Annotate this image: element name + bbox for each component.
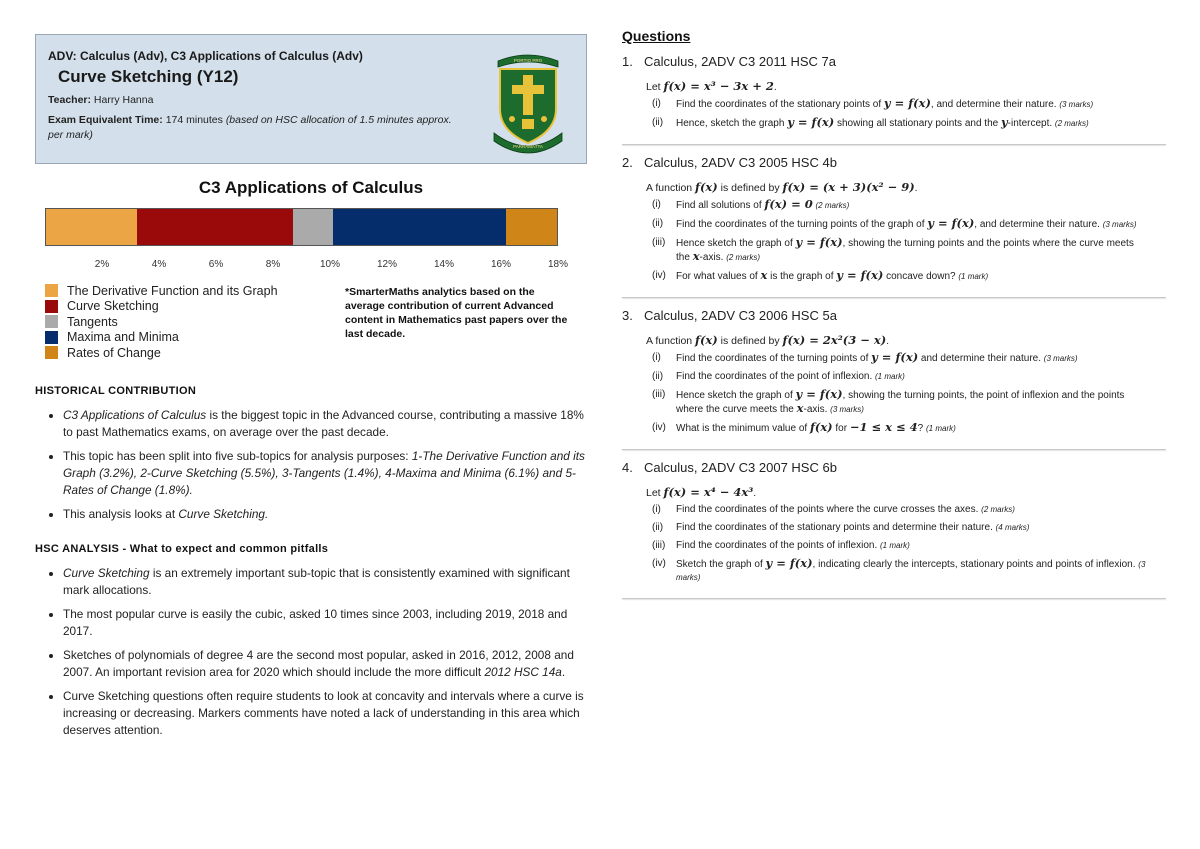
question-part [652, 370, 1166, 383]
text: and determine their nature. [918, 353, 1044, 364]
legend-swatch [45, 346, 58, 359]
legend-swatch [45, 284, 58, 297]
text: For what values of [676, 271, 761, 282]
question-source: Calculus, 2ADV C3 2007 HSC 6b [644, 460, 837, 475]
marks: (2 marks) [815, 201, 850, 210]
text: -axis. [803, 404, 831, 415]
text: Let [646, 81, 664, 93]
part-text [676, 217, 1146, 231]
text: . [886, 335, 890, 347]
text: -intercept. [1007, 118, 1055, 129]
math: y = f(x) [927, 216, 975, 230]
text: is defined by [717, 335, 783, 347]
math: x [760, 268, 768, 282]
part-number: (iv) [652, 422, 666, 433]
part-number: (iv) [652, 558, 666, 569]
text: Find the coordinates of the points where the curve crosses the axes. [676, 504, 982, 515]
bar-segment [137, 209, 293, 245]
heading-rest: - What to expect and common pitfalls [119, 543, 329, 555]
part-text [676, 388, 1146, 416]
teacher-label: Teacher: [48, 94, 91, 106]
question-parts [652, 503, 1166, 584]
school-crest-icon [492, 47, 564, 155]
question-part [652, 503, 1166, 516]
legend-label: Tangents [67, 314, 118, 329]
text: Hence sketch the graph of [676, 390, 796, 401]
x-axis-ticks [45, 259, 569, 277]
math: f(x) = 0 [764, 197, 813, 211]
tick-label: 2% [94, 259, 110, 270]
chart-title: C3 Applications of Calculus [198, 178, 424, 197]
marks: (3 marks) [1043, 354, 1078, 363]
part-number: (i) [652, 199, 661, 210]
questions-heading: Questions [622, 28, 691, 44]
question-part [652, 388, 1166, 416]
math: y = f(x) [836, 268, 884, 282]
legend-area [35, 283, 587, 363]
question-part [652, 116, 1166, 130]
chart-legend [45, 283, 278, 361]
text: ? [917, 423, 926, 434]
part-number: (ii) [652, 371, 664, 382]
divider [622, 144, 1166, 145]
marks: (1 mark) [958, 272, 989, 281]
text: Find the coordinates of the stationary points of [676, 99, 884, 110]
body-text: . [561, 665, 566, 679]
tick-label: 16% [490, 259, 512, 270]
question-part [652, 557, 1166, 584]
part-number: (i) [652, 504, 661, 515]
list-item [63, 407, 587, 441]
heading-bold: HSC ANALYSIS [35, 543, 120, 555]
bar-segment [46, 209, 137, 245]
legend-item [45, 299, 278, 315]
math: f(x) [695, 333, 718, 347]
body-text: Curve Sketching questions often require students to look at concavity and intervals where a curve is increasing or decreasing. Markers comments have noted a lack of understanding in this area which deserves attention. [63, 689, 584, 737]
question-3 [622, 308, 1166, 435]
text: is defined by [717, 182, 783, 194]
body-text: The most popular curve is easily the cubic, asked 10 times since 2003, including 2019, 2018 and 2017. [63, 607, 568, 638]
question-part [652, 217, 1166, 231]
exam-time-label: Exam Equivalent Time: [48, 114, 163, 126]
math: f(x) = 2x²(3 − x) [782, 333, 887, 347]
math: f(x) = x³ − 3x + 2 [663, 79, 774, 93]
part-number: (i) [652, 352, 661, 363]
exam-time-line [48, 113, 458, 143]
part-text [676, 503, 1146, 516]
hsc-analysis-list [35, 565, 587, 739]
divider [622, 297, 1166, 298]
legend-label: Rates of Change [67, 345, 161, 360]
question-number: 2. [622, 155, 633, 170]
question-source: Calculus, 2ADV C3 2011 HSC 7a [644, 54, 836, 69]
question-intro [646, 79, 1166, 93]
marks: (3 marks) [1102, 220, 1137, 229]
part-text [676, 557, 1146, 584]
emphasis-text: Curve Sketching [63, 566, 150, 580]
question-title [622, 308, 1166, 323]
question-part [652, 351, 1166, 365]
part-text [676, 97, 1146, 111]
part-text [676, 421, 1146, 435]
legend-label: The Derivative Function and its Graph [67, 283, 278, 298]
text: What is the minimum value of [676, 423, 810, 434]
legend-item [45, 283, 278, 299]
marks: (1 mark) [875, 372, 905, 381]
legend-item [45, 314, 278, 330]
part-text [676, 269, 1146, 283]
text: Find the coordinates of the turning points of [676, 353, 872, 364]
math: f(x) = (x + 3)(x² − 9) [782, 180, 915, 194]
text: . [773, 81, 777, 93]
math: x [692, 249, 700, 263]
divider [622, 598, 1166, 599]
question-title [622, 460, 1166, 475]
bar-segment [333, 209, 506, 245]
part-number: (iii) [652, 237, 666, 248]
text: A function [646, 182, 696, 194]
question-number: 4. [622, 460, 633, 475]
part-text [676, 198, 1146, 212]
part-number: (ii) [652, 218, 664, 229]
math: y = f(x) [795, 235, 843, 249]
question-intro [646, 180, 1166, 194]
teacher-name: Harry Hanna [93, 94, 154, 106]
question-part [652, 97, 1166, 111]
analytics-note: *SmarterMaths analytics based on the average contribution of current Advanced content in Mathematics past papers over the last decade. [345, 286, 568, 340]
text: for [832, 423, 850, 434]
legend-swatch [45, 315, 58, 328]
text: -axis. [699, 252, 727, 263]
text: . [914, 182, 918, 194]
question-source: Calculus, 2ADV C3 2006 HSC 5a [644, 308, 837, 323]
part-number: (iii) [652, 389, 666, 400]
marks: (2 marks) [726, 253, 760, 262]
math: y = f(x) [795, 387, 843, 401]
part-number: (ii) [652, 117, 664, 128]
math: y = f(x) [871, 350, 919, 364]
list-item [63, 606, 587, 640]
question-title [622, 155, 1166, 170]
math: y [1000, 115, 1008, 129]
text: Find the coordinates of the point of inflexion. [676, 371, 876, 382]
part-number: (iii) [652, 540, 666, 551]
question-part [652, 236, 1166, 264]
left-column [35, 34, 587, 746]
math: f(x) [695, 180, 718, 194]
text: Find the coordinates of the turning points of the graph of [676, 219, 928, 230]
question-number: 3. [622, 308, 633, 323]
hsc-analysis-heading [35, 543, 587, 555]
question-1 [622, 54, 1166, 130]
math: f(x) = x⁴ − 4x³ [663, 485, 754, 499]
question-part [652, 539, 1166, 552]
question-part [652, 421, 1166, 435]
question-intro [646, 485, 1166, 499]
marks: (3 marks) [676, 560, 1146, 582]
text: , and determine their nature. [930, 99, 1060, 110]
list-item [63, 506, 587, 523]
text: concave down? [883, 271, 959, 282]
body-text: This analysis looks at [63, 507, 179, 521]
marks: (3 marks) [830, 405, 864, 414]
legend-label: Maxima and Minima [67, 330, 179, 345]
text: showing all stationary points and the [834, 118, 1001, 129]
body-text: This topic has been split into five sub-topics for analysis purposes: [63, 449, 412, 463]
text: is the graph of [767, 271, 837, 282]
legend-swatch [45, 300, 58, 313]
text: Find all solutions of [676, 200, 765, 211]
text: . [753, 487, 757, 499]
math: y = f(x) [765, 556, 813, 570]
marks: (4 marks) [995, 523, 1030, 532]
marks: (2 marks) [981, 505, 1015, 514]
question-part [652, 198, 1166, 212]
list-item [63, 647, 587, 681]
math: f(x) [809, 420, 833, 434]
text: Find the coordinates of the stationary points and determine their nature. [676, 522, 996, 533]
question-title [622, 54, 1166, 69]
questions-column [622, 28, 1166, 607]
body-text: Sketches of polynomials of degree 4 are the second most popular, asked in 2016, 2012, 2008 and 2007. An important revision area for 2020 which should include the more difficult [63, 648, 574, 679]
bar-segment [506, 209, 557, 245]
text: A function [646, 335, 696, 347]
part-text [676, 351, 1146, 365]
divider [622, 449, 1166, 450]
tick-label: 18% [547, 259, 569, 270]
tick-label: 12% [376, 259, 398, 270]
crest-banner-bottom: PARRAMATTA [513, 144, 543, 149]
list-item [63, 448, 587, 499]
part-text [676, 539, 1146, 552]
exam-time-value: 174 minutes [165, 114, 223, 126]
text: , showing the turning points, the point of inflexion and the points where the curve meets the [676, 390, 1125, 415]
bar-segment [293, 209, 333, 245]
list-item [63, 565, 587, 599]
tick-label: 4% [151, 259, 167, 270]
historical-list [35, 407, 587, 523]
tick-label: 6% [208, 259, 224, 270]
emphasis-text: 2012 HSC 14a [484, 665, 562, 679]
text: , indicating clearly the intercepts, stationary points and points of inflexion. [812, 559, 1139, 570]
body-text: is the biggest topic in the Advanced course, contributing a massive 18% to past Mathematics exams, on average over the past decade. [63, 408, 584, 439]
question-parts [652, 97, 1166, 130]
tick-label: 10% [319, 259, 341, 270]
crest-banner-top: PORTIO PRO [513, 58, 543, 63]
text: Hence, sketch the graph [676, 118, 788, 129]
marks: (3 marks) [1059, 100, 1094, 109]
legend-item [45, 345, 278, 361]
emphasis-text: Curve Sketching. [178, 507, 269, 521]
question-2 [622, 155, 1166, 283]
list-item [63, 688, 587, 739]
page-title: Curve Sketching (Y12) [58, 67, 239, 86]
part-number: (i) [652, 98, 661, 109]
text: Find the coordinates of the points of inflexion. [676, 540, 881, 551]
legend-item [45, 330, 278, 346]
marks: (1 mark) [880, 541, 910, 550]
question-number: 1. [622, 54, 633, 69]
text: Sketch the graph of [676, 559, 766, 570]
historical-heading: HISTORICAL CONTRIBUTION [35, 385, 197, 397]
question-parts [652, 198, 1166, 283]
emphasis-text: C3 Applications of Calculus [63, 408, 207, 422]
tick-label: 8% [265, 259, 281, 270]
part-number: (iv) [652, 270, 666, 281]
math: x [796, 401, 804, 415]
question-source: Calculus, 2ADV C3 2005 HSC 4b [644, 155, 837, 170]
part-text [676, 370, 1146, 383]
math: y = f(x) [883, 96, 931, 110]
text: Let [646, 487, 664, 499]
text: , and determine their nature. [974, 219, 1103, 230]
header-box [35, 34, 587, 164]
question-intro [646, 333, 1166, 347]
question-part [652, 269, 1166, 283]
legend-swatch [45, 331, 58, 344]
question-4 [622, 460, 1166, 584]
exam-time-note: (based on HSC allocation of 1.5 minutes approx. per mark) [48, 114, 452, 141]
legend-label: Curve Sketching [67, 299, 159, 314]
part-text [676, 116, 1146, 130]
marks: (2 marks) [1054, 119, 1089, 128]
part-number: (ii) [652, 522, 664, 533]
text: Hence sketch the graph of [676, 238, 796, 249]
part-text [676, 521, 1146, 534]
body-text: is an extremely important sub-topic that is consistently examined with significant mark allocations. [63, 566, 570, 597]
question-parts [652, 351, 1166, 435]
question-part [652, 521, 1166, 534]
math: −1 ≤ x ≤ 4 [849, 420, 918, 434]
text: , showing the turning points and the points where the curve meets the [676, 238, 1134, 263]
marks: (1 mark) [926, 424, 956, 433]
part-text [676, 236, 1146, 264]
stacked-bar [45, 208, 558, 246]
tick-label: 14% [433, 259, 455, 270]
emphasis-text: 1-The Derivative Function and its Graph (3.2%), 2-Curve Sketching (5.5%), 3-Tangents (1.4%), 4-Maxima and Minima (6.1%) and 5-Rates of Change (1.8%). [63, 449, 585, 497]
topic-label: ADV: Calculus (Adv), C3 Applications of Calculus (Adv) [48, 49, 363, 63]
math: y = f(x) [787, 115, 835, 129]
